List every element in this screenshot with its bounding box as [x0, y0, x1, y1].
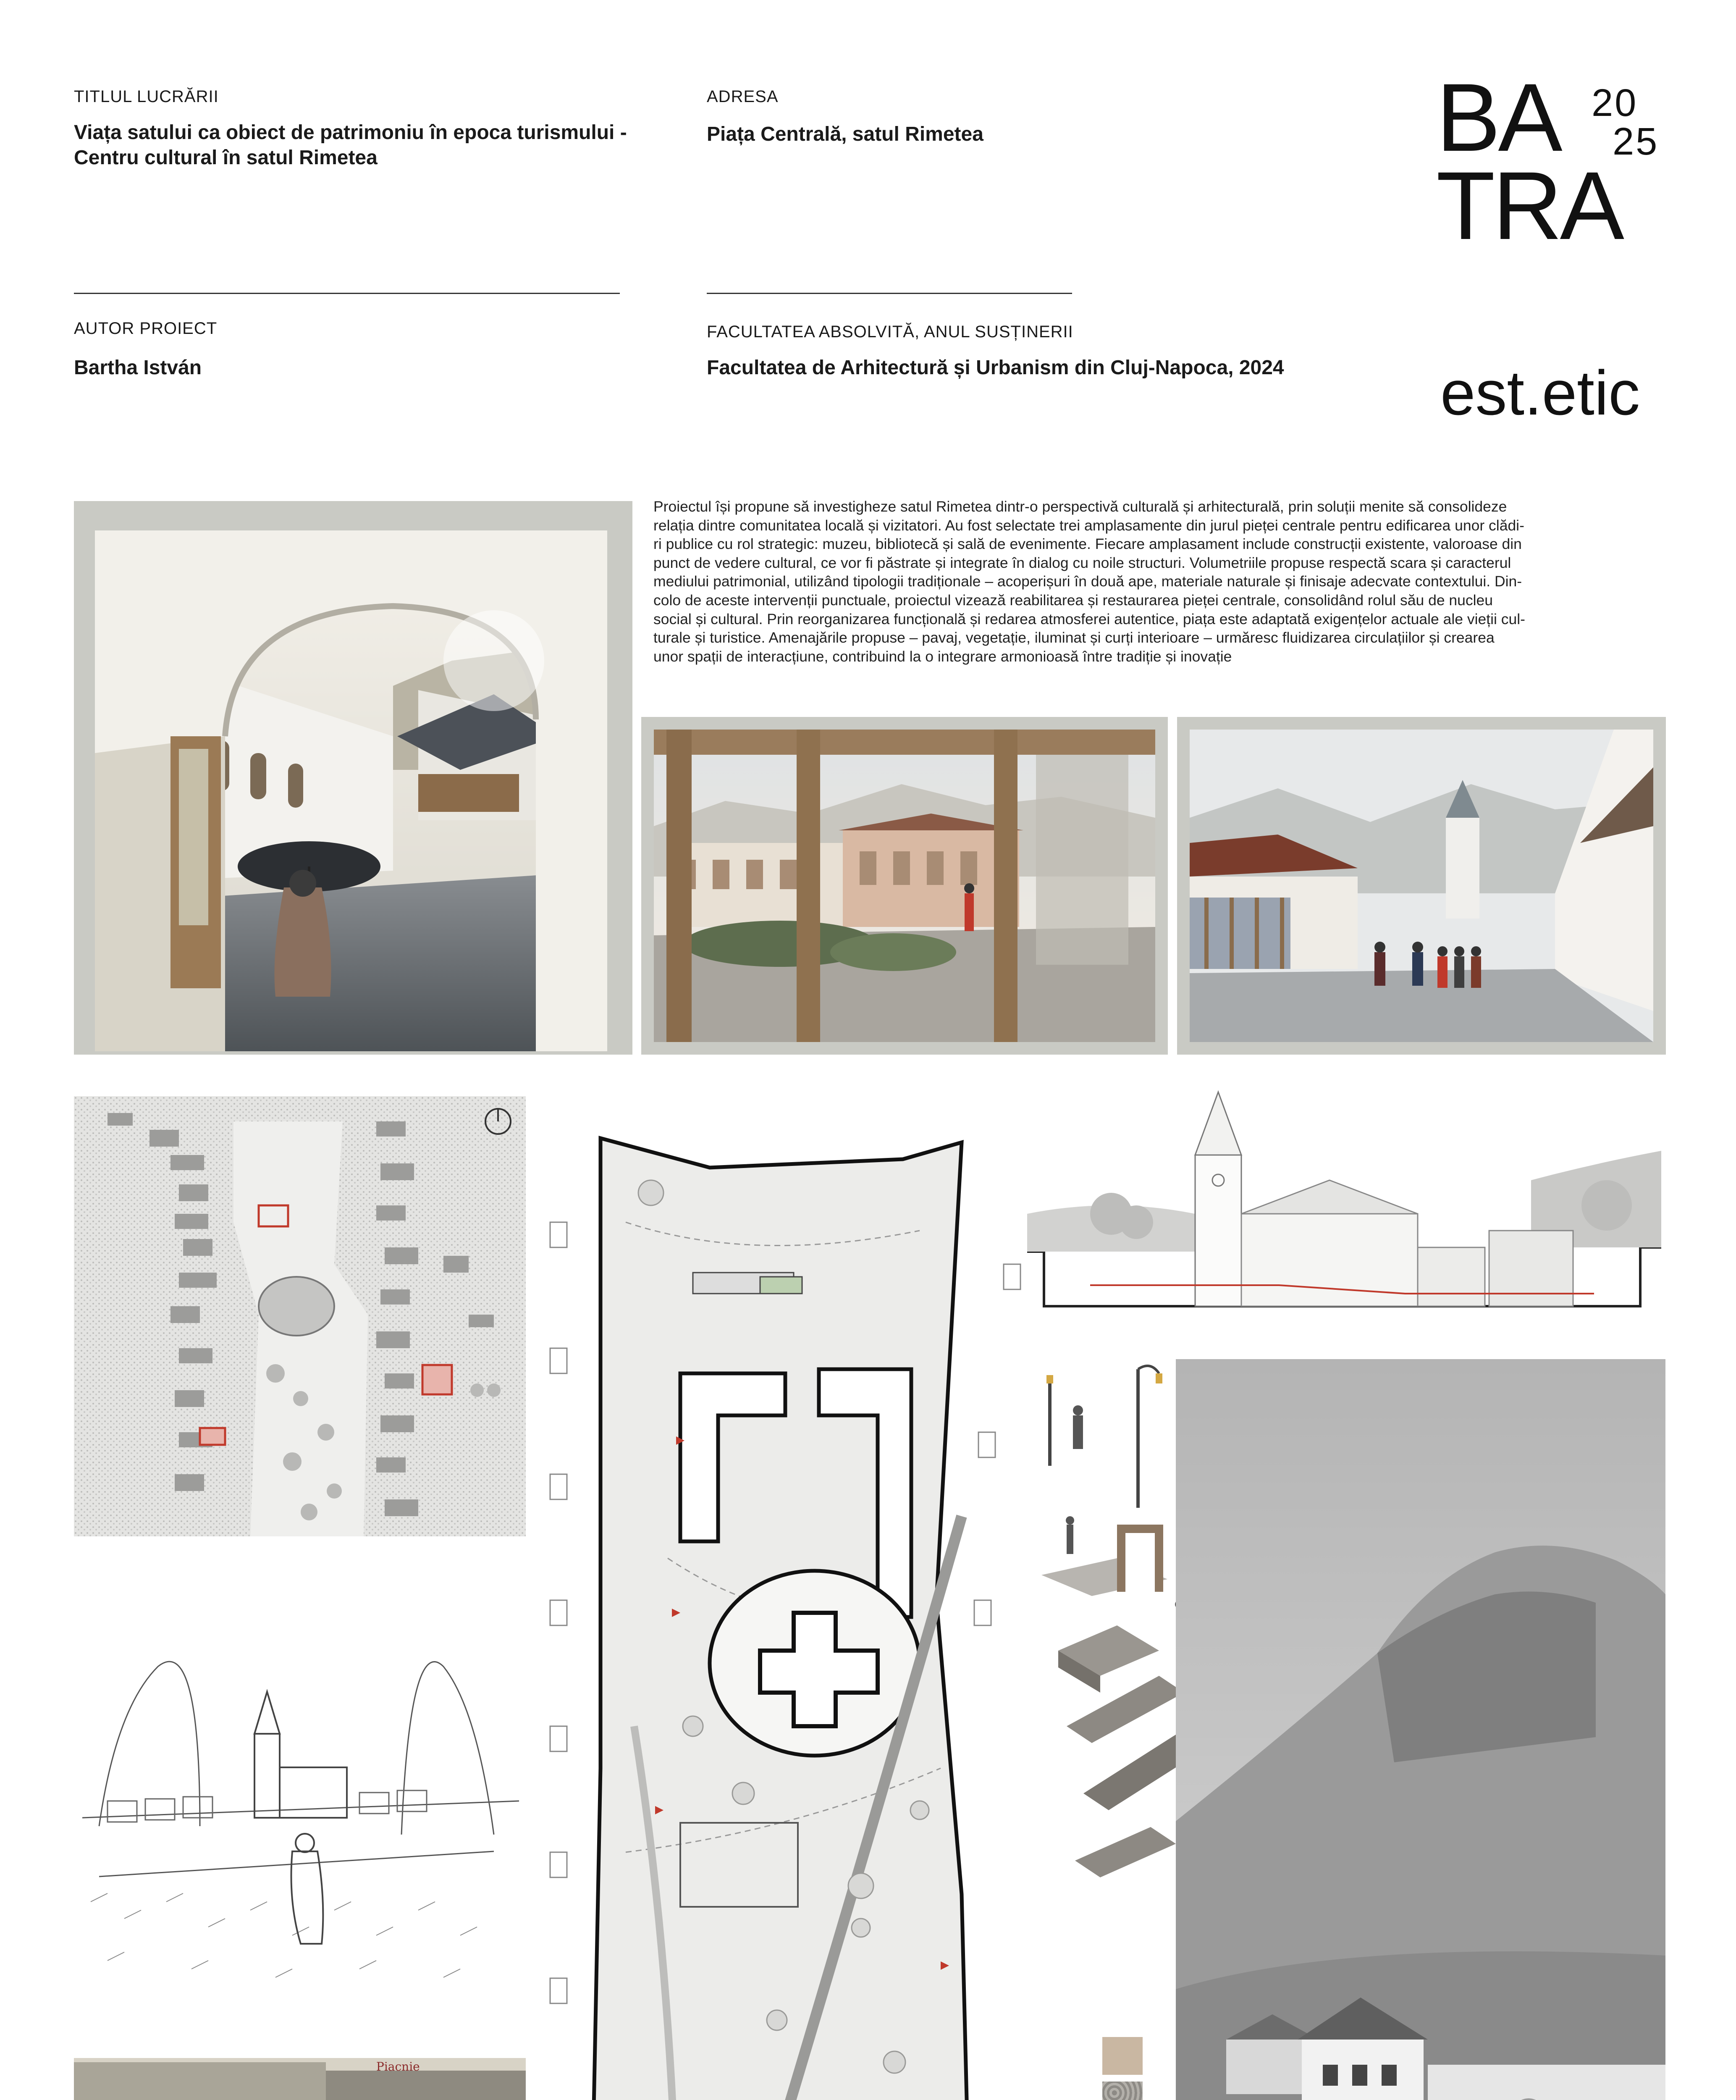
description-line: unor spații de interacțiune, contribuind la o integrare armonioasă între tradiție și inovație — [653, 648, 1232, 665]
logo-line2: TRA — [1436, 152, 1622, 260]
description-line: turale și turistice. Amenajările propuse – pavaj, vegetație, iluminat și curți interioare – urmăresc fluidizarea circulațiilor și crearea — [653, 629, 1495, 646]
divider-left — [74, 293, 620, 294]
render-street — [1177, 717, 1666, 1055]
logo-year-bottom: 25 — [1613, 120, 1659, 163]
description-line: punct de vedere cultural, ce vor fi păstrate și integrate în dialog cu noile structuri. Volumetriile propuse respectă scara și caracterul — [653, 554, 1511, 571]
render-courtyard — [641, 717, 1168, 1055]
description-line: ri publice cu rol strategic: muzeu, bibliotecă și sală de evenimente. Fiecare amplasament include construcții existente, valoroase din — [653, 536, 1522, 553]
author-value: Bartha István — [74, 357, 202, 379]
description-line: Proiectul își propune să investigheze satul Rimetea dintr-o perspectivă culturală și arhitecturală, prin soluții menite să consolideze — [653, 498, 1507, 515]
swatch-stone-paving — [1102, 2037, 1143, 2075]
site-section — [1027, 1088, 1661, 1315]
swatch-cobblestone — [1102, 2082, 1143, 2100]
historic-postcards — [74, 2058, 526, 2100]
title-label: TITLUL LUCRĂRII — [74, 87, 219, 106]
project-title — [74, 120, 662, 171]
photo-montage — [1176, 1359, 1665, 2100]
project-title-line2: Centru cultural în satul Rimetea — [74, 147, 378, 169]
logo-line1: BA — [1436, 63, 1560, 171]
description-line: mediului patrimonial, utilizând tipologii tradiționale – acoperișuri în două ape, materiale naturale și finisaje adecvate contextului. Din- — [653, 573, 1522, 590]
address-value: Piața Centrală, satul Rimetea — [707, 123, 983, 145]
urban-plan-context — [74, 1096, 526, 1536]
material-swatches — [1102, 2037, 1144, 2100]
author-label: AUTOR PROIECT — [74, 319, 218, 338]
project-title-line1: Viața satului ca obiect de patrimoniu în epoca turismului - — [74, 121, 627, 144]
description-line: colo de aceste intervenții punctuale, proiectul vizează reabilitarea și restaurarea pieței centrale, consolidând rolul său de nucleu — [653, 591, 1493, 609]
logo-year-top: 20 — [1592, 81, 1638, 124]
description-line: social și cultural. Prin reorganizarea funcțională și redarea atmosferei autentice, piața este adaptată exigențelor actuale ale vieții cul- — [653, 610, 1525, 627]
site-master-plan — [542, 1096, 1054, 2100]
project-description — [653, 497, 1665, 666]
faculty-label: FACULTATEA ABSOLVITĂ, ANUL SUSȚINERII — [707, 323, 1073, 341]
village-sketch — [74, 1583, 526, 2008]
render-archway — [74, 501, 632, 1055]
category-label: est.etic — [1440, 357, 1640, 428]
postcard-caption-top: Piacnie — [376, 2060, 420, 2074]
batra-logo — [1436, 63, 1671, 260]
address-label: ADRESA — [707, 87, 779, 106]
faculty-value: Facultatea de Arhitectură și Urbanism din Cluj-Napoca, 2024 — [707, 357, 1284, 379]
divider-right — [707, 293, 1072, 294]
description-line: relația dintre comunitatea locală și vizitatori. Au fost selectate trei amplasamente din jurul pieței centrale pentru edificarea unor clădi- — [653, 517, 1524, 534]
